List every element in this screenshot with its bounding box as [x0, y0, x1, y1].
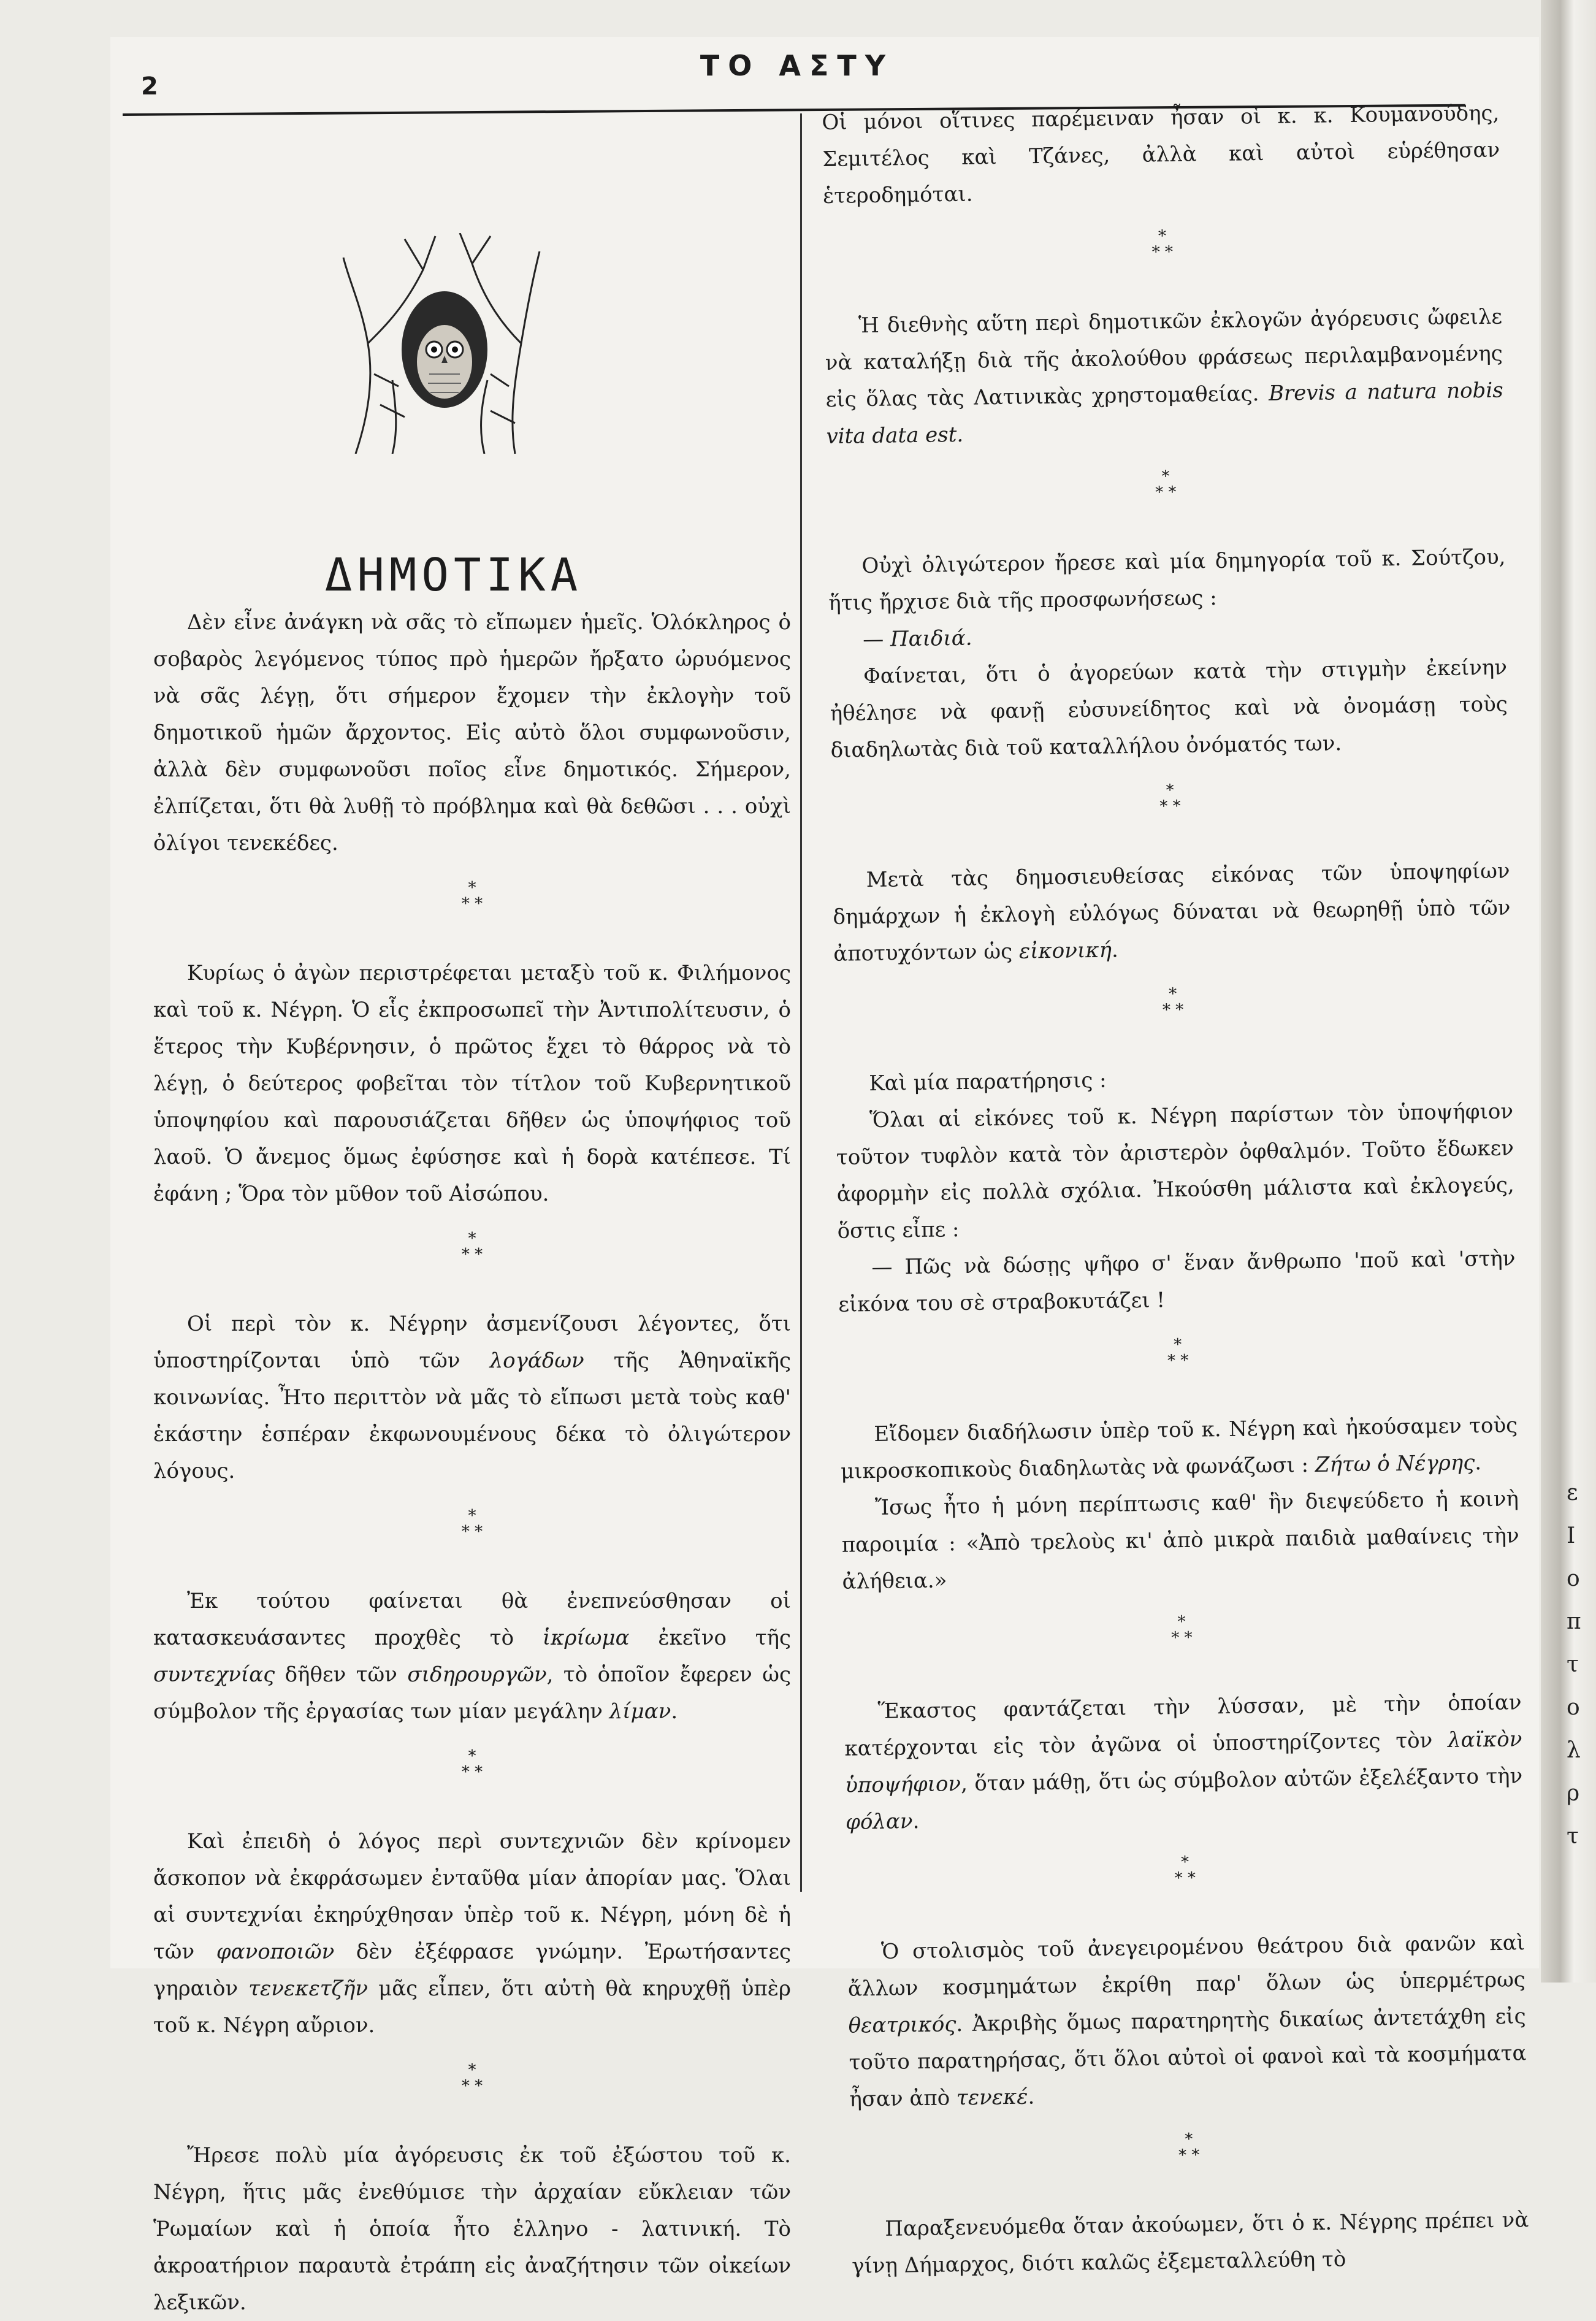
article-paragraph: Ὅλαι αἱ εἰκόνες τοῦ κ. Νέγρη παρίστων τὸν ὑποψήφιον τοῦτον τυφλὸν κατὰ τὸν ἀριστερὸν ὀφθαλμόν. Τοῦτο ἔδωκεν ἀφορμὴν εἰς πολλὰ σχόλια. Ἠκούσθη μάλιστα καὶ ἐκλογεύς, ὅστις εἶπε : — [836, 1099, 1514, 1244]
article-paragraph: — Παιδιά. — [862, 625, 972, 652]
separator-stars: * * * — [461, 2061, 483, 2095]
spine-letter: ο — [1567, 1695, 1580, 1720]
separator-stars: * * * — [1178, 2130, 1200, 2165]
article-paragraph: Οἱ περὶ τὸν κ. Νέγρην ἀσμενίζουσι λέγοντες, ὅτι ὑποστηρίζονται ὑπὸ τῶν λογάδων τῆς Ἀθηναϊκῆς κοινωνίας. Ἦτο περιττὸν νὰ μᾶς τὸ εἴπωσι μετὰ τοὺς καθ' ἑκάστην ἑσπέραν ἐκφωνουμένους δέκα τὸ ὀλιγώτερον λόγους. — [153, 1312, 791, 1483]
article-paragraph: Οὐχὶ ὀλιγώτερον ἤρεσε καὶ μία δημηγορία τοῦ κ. Σούτζου, ἥτις ἤρχισε διὰ τῆς προσφωνήσεως : — [828, 545, 1506, 616]
article-paragraph: Ἐκ τούτου φαίνεται θὰ ἐνεπνεύσθησαν οἱ κατασκευάσαντες προχθὲς τὸ ἱκρίωμα ἐκεῖνο τῆς συντεχνίας δῆθεν τῶν σιδηρουργῶν, τὸ ὁποῖον ἔφερεν ὡς σύμβολον τῆς ἐργασίας των μίαν μεγάλην λίμαν. — [153, 1589, 792, 1724]
separator-stars: * * * — [461, 879, 483, 913]
section-heading: ΔΗΜΟΤΙΚΑ — [324, 549, 583, 602]
newspaper-title: ΤΟ ΑΣΤΥ — [700, 49, 895, 82]
article-paragraph: Ὁ στολισμὸς τοῦ ἀνεγειρομένου θεάτρου διὰ φανῶν καὶ ἄλλων κοσμημάτων ἐκρίθη παρ' ὅλων ὡς ὑπερμέτρως θεατρικός. Ἀκριβὴς ὅμως παρατηρητὴς δικαίως ἀντετάχθη εἰς τοῦτο παρατηρήσας, ὅτι ὅλοι αὐτοὶ οἱ φανοὶ καὶ τὰ κοσμήματα ἦσαν ἀπὸ τενεκέ. — [847, 1930, 1527, 2112]
spine-letter: Ι — [1567, 1523, 1576, 1548]
spine-text-fragment — [1567, 1472, 1591, 1858]
article-paragraph: Ἡ διεθνὴς αὕτη περὶ δημοτικῶν ἐκλογῶν ἀγόρευσις ὤφειλε νὰ καταλήξῃ διὰ τῆς ἀκολούθου φράσεως περιλαμβανομένης εἰς ὅλας τὰς Λατινικὰς χρηστομαθείας. Brevis a natura nobis vita data est. — [825, 304, 1503, 449]
article-paragraph: Κυρίως ὁ ἀγὼν περιστρέφεται μεταξὺ τοῦ κ. Φιλήμονος καὶ τοῦ κ. Νέγρη. Ὁ εἷς ἐκπροσωπεῖ τὴν Ἀντιπολίτευσιν, ὁ ἕτερος τὴν Κυβέρνησιν, ὁ πρῶτος ἔχει τὸ θάρρος νὰ τὸ λέγῃ, ὁ δεύτερος φοβεῖται τὸν τίτλον τοῦ Κυβερνητικοῦ ὑποψηφίου καὶ παρουσιάζεται δῆθεν ὡς ὑποψήφιος τοῦ λαοῦ. Ὁ ἄνεμος ὅμως ἐφύσησε καὶ ἡ δορὰ κατέπεσε. Τί ἐφάνη ; Ὅρα τὸν μῦθον τοῦ Αἰσώπου. — [153, 961, 791, 1206]
separator-stars: * * * — [1151, 227, 1174, 262]
article-paragraph: Εἴδομεν διαδήλωσιν ὑπὲρ τοῦ κ. Νέγρη καὶ ἠκούσαμεν τοὺς μικροσκοπικοὺς διαδηλωτὰς νὰ φωνάζωσι : Ζήτω ὁ Νέγρης. — [840, 1413, 1518, 1484]
spine-letter: ρ — [1567, 1781, 1580, 1806]
separator-stars: * * * — [461, 1747, 483, 1781]
article-paragraph: Ἕκαστος φαντάζεται τὴν λύσσαν, μὲ τὴν ὁποίαν κατέρχονται εἰς τὸν ἀγῶνα οἱ ὑποστηρίζοντες τὸν λαϊκὸν ὑποψήφιον, ὅταν μάθῃ, ὅτι ὡς σύμβολον αὐτῶν ἐξελέξαντο τὴν φόλαν. — [844, 1690, 1523, 1835]
spine-letter: ο — [1567, 1566, 1580, 1591]
owl-in-tree-icon — [331, 233, 552, 454]
article-paragraph: Δὲν εἶνε ἀνάγκη νὰ σᾶς τὸ εἴπωμεν ἡμεῖς. Ὁλόκληρος ὁ σοβαρὸς λεγόμενος τύπος πρὸ ἡμερῶν ἤρξατο ὠρυόμενος νὰ σᾶς λέγῃ, ὅτι σήμερον ἔχομεν τὴν ἐκλογὴν τοῦ δημοτικοῦ ἡμῶν ἄρχοντος. Εἰς αὐτὸ ὅλοι συμφωνοῦσιν, ἀλλὰ δὲν συμφωνοῦσι ποῖος εἶνε δημοτικός. Σήμερον, ἐλπίζεται, ὅτι θὰ λυθῇ τὸ πρόβλημα καὶ θὰ δεθῶσι . . . οὐχὶ ὀλίγοι τενεκέδες. — [153, 610, 791, 855]
article-paragraph: — Πῶς νὰ δώσῃς ψῆφο σ' ἕναν ἄνθρωπο 'ποῦ καὶ 'στὴν εἰκόνα του σὲ στραβοκυτάζει ! — [838, 1246, 1516, 1317]
separator-stars: * * * — [1162, 985, 1184, 1020]
separator-stars: * * * — [461, 1229, 483, 1264]
page-number: 2 — [141, 72, 158, 101]
left-column — [153, 604, 791, 2321]
article-paragraph: Οἱ μόνοι οἵτινες παρέμειναν ἦσαν οἱ κ. κ. Κουμανούδης, Σεμιτέλος καὶ Τζάνες, ἀλλὰ καὶ αὐτοὶ εὑρέθησαν ἑτεροδημόται. — [822, 101, 1500, 208]
article-paragraph: Παραξενευόμεθα ὅταν ἀκούωμεν, ὅτι ὁ κ. Νέγρης πρέπει νὰ γίνῃ Δήμαρχος, διότι καλῶς ἐξεμεταλλεύθη τὸ — [851, 2208, 1529, 2279]
spine-letter: τ — [1567, 1824, 1579, 1849]
separator-stars: * * * — [1159, 781, 1181, 816]
article-paragraph: Καὶ ἐπειδὴ ὁ λόγος περὶ συντεχνιῶν δὲν κρίνομεν ἄσκοπον νὰ ἐκφράσωμεν ἐνταῦθα μίαν ἀπορίαν μας. Ὅλαι αἱ συντεχνίαι ἐκηρύχθησαν ὑπὲρ τοῦ κ. Νέγρη, μόνη δὲ ἡ τῶν φανοποιῶν δὲν ἐξέφρασε γνώμην. Ἐρωτήσαντες γηραιὸν τενεκετζῆν μᾶς εἶπεν, ὅτι αὐτὴ θὰ κηρυχθῇ ὑπὲρ τοῦ κ. Νέγρη αὔριον. — [153, 1829, 792, 2038]
binding-spine — [1541, 0, 1596, 1983]
article-paragraph: Καὶ μία παρατήρησις : — [869, 1068, 1107, 1096]
article-paragraph: Ἴσως ἦτο ἡ μόνη περίπτωσις καθ' ἣν διεψεύδετο ἡ κοινὴ παροιμία : «Ἀπὸ τρελοὺς κι' ἀπὸ μικρὰ παιδιὰ μαθαίνεις τὴν ἀλήθεια.» — [841, 1486, 1519, 1594]
column-divider — [800, 113, 802, 1892]
separator-stars: * * * — [1171, 1612, 1193, 1648]
separator-stars: * * * — [1167, 1335, 1189, 1371]
article-paragraph: Ἤρεσε πολὺ μία ἀγόρευσις ἐκ τοῦ ἐξώστου τοῦ κ. Νέγρη, ἥτις μᾶς ἐνεθύμισε τὴν ἀρχαίαν εὔκλειαν τῶν Ῥωμαίων καὶ ἡ ὁποία ἦτο ἑλληνο - λατινική. Τὸ ἀκροατήριον παραυτὰ ἐτράπη εἰς ἀναζήτησιν τῶν οἰκείων λεξικῶν. — [153, 2143, 791, 2315]
article-paragraph: Φαίνεται, ὅτι ὁ ἀγορεύων κατὰ τὴν στιγμὴν ἐκείνην ἠθέλησε νὰ φανῇ εὐσυνείδητος καὶ νὰ ὀνομάσῃ τοὺς διαδηλωτὰς διὰ τοῦ καταλλήλου ὀνόματός των. — [830, 655, 1508, 763]
right-column — [822, 95, 1530, 2285]
spine-letter: ε — [1567, 1480, 1578, 1505]
separator-stars: * * * — [461, 1507, 483, 1541]
spine-letter: λ — [1567, 1738, 1581, 1763]
article-paragraph: Μετὰ τὰς δημοσιευθείσας εἰκόνας τῶν ὑποψηφίων δημάρχων ἡ ἐκλογὴ εὐλόγως δύναται νὰ θεωρηθῇ ὑπὸ τῶν ἀποτυχόντων ὡς εἰκονική. — [833, 858, 1511, 966]
separator-stars: * * * — [1174, 1853, 1196, 1888]
spine-letter: π — [1567, 1609, 1581, 1634]
separator-stars: * * * — [1155, 467, 1177, 502]
spine-letter: τ — [1567, 1652, 1579, 1677]
